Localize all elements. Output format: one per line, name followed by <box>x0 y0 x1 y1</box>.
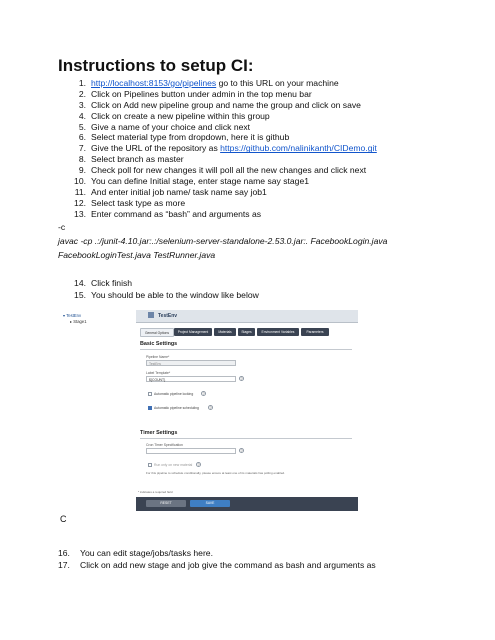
step-11: 11. And enter initial job name/ task name say job1 <box>74 186 267 197</box>
settings-tabs <box>140 328 358 337</box>
step-4: 4. Click on create a new pipeline within this group <box>78 110 270 121</box>
step-16: 16. You can edit stage/jobs/tasks here. <box>58 548 213 558</box>
pipelines-url-link[interactable]: http://localhost:8153/go/pipelines <box>91 78 217 88</box>
command-args-line-1: javac -cp .:/junit-4.10.jar:.:/selenium-server-standalone-2.53.0.jar:. FacebookLogin.java <box>58 236 388 246</box>
label-template-label: Label Template* <box>146 371 171 375</box>
divider <box>140 438 352 439</box>
tab-environment-variables[interactable]: Environment Variables <box>257 328 299 336</box>
step-13: 13. Enter command as “bash” and arguments as <box>74 208 262 219</box>
command-args-line-2: FacebookLoginTest.java TestRunner.java <box>58 250 216 260</box>
run-only-new-label: Run only on new material <box>154 463 193 467</box>
pipeline-name-label: Pipeline Name* <box>146 355 170 359</box>
help-icon[interactable]: ? <box>240 377 243 381</box>
timer-note: For this pipeline to schedule conditionally, please ensure at least one of its materials has polling enabled. <box>146 471 286 475</box>
tab-materials[interactable]: Materials <box>214 328 236 336</box>
tree-item-testenv[interactable]: ▾ TestEnv <box>63 313 82 318</box>
pipeline-header <box>136 310 358 323</box>
cron-label: Cron Timer Specification <box>146 443 183 447</box>
pipeline-icon <box>148 312 154 318</box>
auto-locking-label: Automatic pipeline locking <box>154 392 194 396</box>
step-7: 7. Give the URL of the repository as https://github.com/nalinikanth/CIDemo.git <box>78 143 377 154</box>
auto-locking-checkbox[interactable] <box>148 392 152 396</box>
timer-settings-title: Timer Settings <box>140 430 178 436</box>
step-14: 14. Click finish <box>74 278 133 288</box>
step-1: 1. http://localhost:8153/go/pipelines go to this URL on your machine <box>78 78 339 88</box>
auto-scheduling-checkbox[interactable] <box>148 406 152 410</box>
step-2: 2. Click on Pipelines button under admin in the top menu bar <box>78 88 312 99</box>
step-12: 12. Select task type as more <box>74 197 186 208</box>
tab-general-options[interactable]: General Options <box>140 328 174 337</box>
divider <box>140 349 352 350</box>
stray-text: C <box>60 514 67 524</box>
step-17: 17. Click on add new stage and job give the command as bash and arguments as <box>58 560 376 571</box>
basic-settings-title: Basic Settings <box>140 341 178 347</box>
step-10: 10. You can define Initial stage, enter stage name say stage1 <box>74 176 310 187</box>
label-template-field[interactable]: ${COUNT} <box>146 376 236 382</box>
pipeline-settings-screenshot <box>58 310 358 515</box>
step-6: 6. Select material type from dropdown, here it is github <box>78 132 290 143</box>
tab-parameters[interactable]: Parameters <box>301 328 329 336</box>
finish-steps-list <box>58 278 259 301</box>
run-only-new-checkbox[interactable] <box>148 463 152 467</box>
help-icon[interactable]: ? <box>209 406 212 410</box>
step-9: 9. Check poll for new changes it will poll all the new changes and click next <box>78 165 367 176</box>
step-8: 8. Select branch as master <box>78 154 184 165</box>
page-title: Instructions to setup CI: <box>58 56 254 75</box>
command-flag: -c <box>58 222 66 232</box>
tab-project-management[interactable]: Project Management <box>174 328 212 336</box>
step-5: 5. Give a name of your choice and click next <box>78 121 251 132</box>
step-15: 15. You should be able to the window like below <box>74 289 259 300</box>
cron-field[interactable] <box>146 448 236 454</box>
reset-button[interactable]: RESET <box>146 500 186 507</box>
form-footer <box>136 497 358 511</box>
tab-stages[interactable]: Stages <box>238 328 255 336</box>
save-button[interactable]: SAVE <box>190 500 230 507</box>
pipeline-name-field: TestEnv <box>146 360 236 366</box>
step-3: 3. Click on Add new pipeline group and name the group and click on save <box>78 99 361 110</box>
repository-url-link[interactable]: https://github.com/nalinikanth/CIDemo.git <box>220 143 377 154</box>
more-steps-list <box>58 547 376 572</box>
help-icon[interactable]: ? <box>240 449 243 453</box>
tree-item-stage1[interactable]: ▸ Stage1 <box>70 319 87 324</box>
auto-scheduling-label: Automatic pipeline scheduling <box>154 406 199 410</box>
help-icon[interactable]: ? <box>202 392 205 396</box>
required-note: * indicates a required field <box>138 490 173 494</box>
pipeline-title: TestEnv <box>158 313 178 319</box>
help-icon[interactable]: ? <box>197 463 200 467</box>
pipeline-tree <box>58 310 134 510</box>
setup-steps-list <box>58 78 377 220</box>
